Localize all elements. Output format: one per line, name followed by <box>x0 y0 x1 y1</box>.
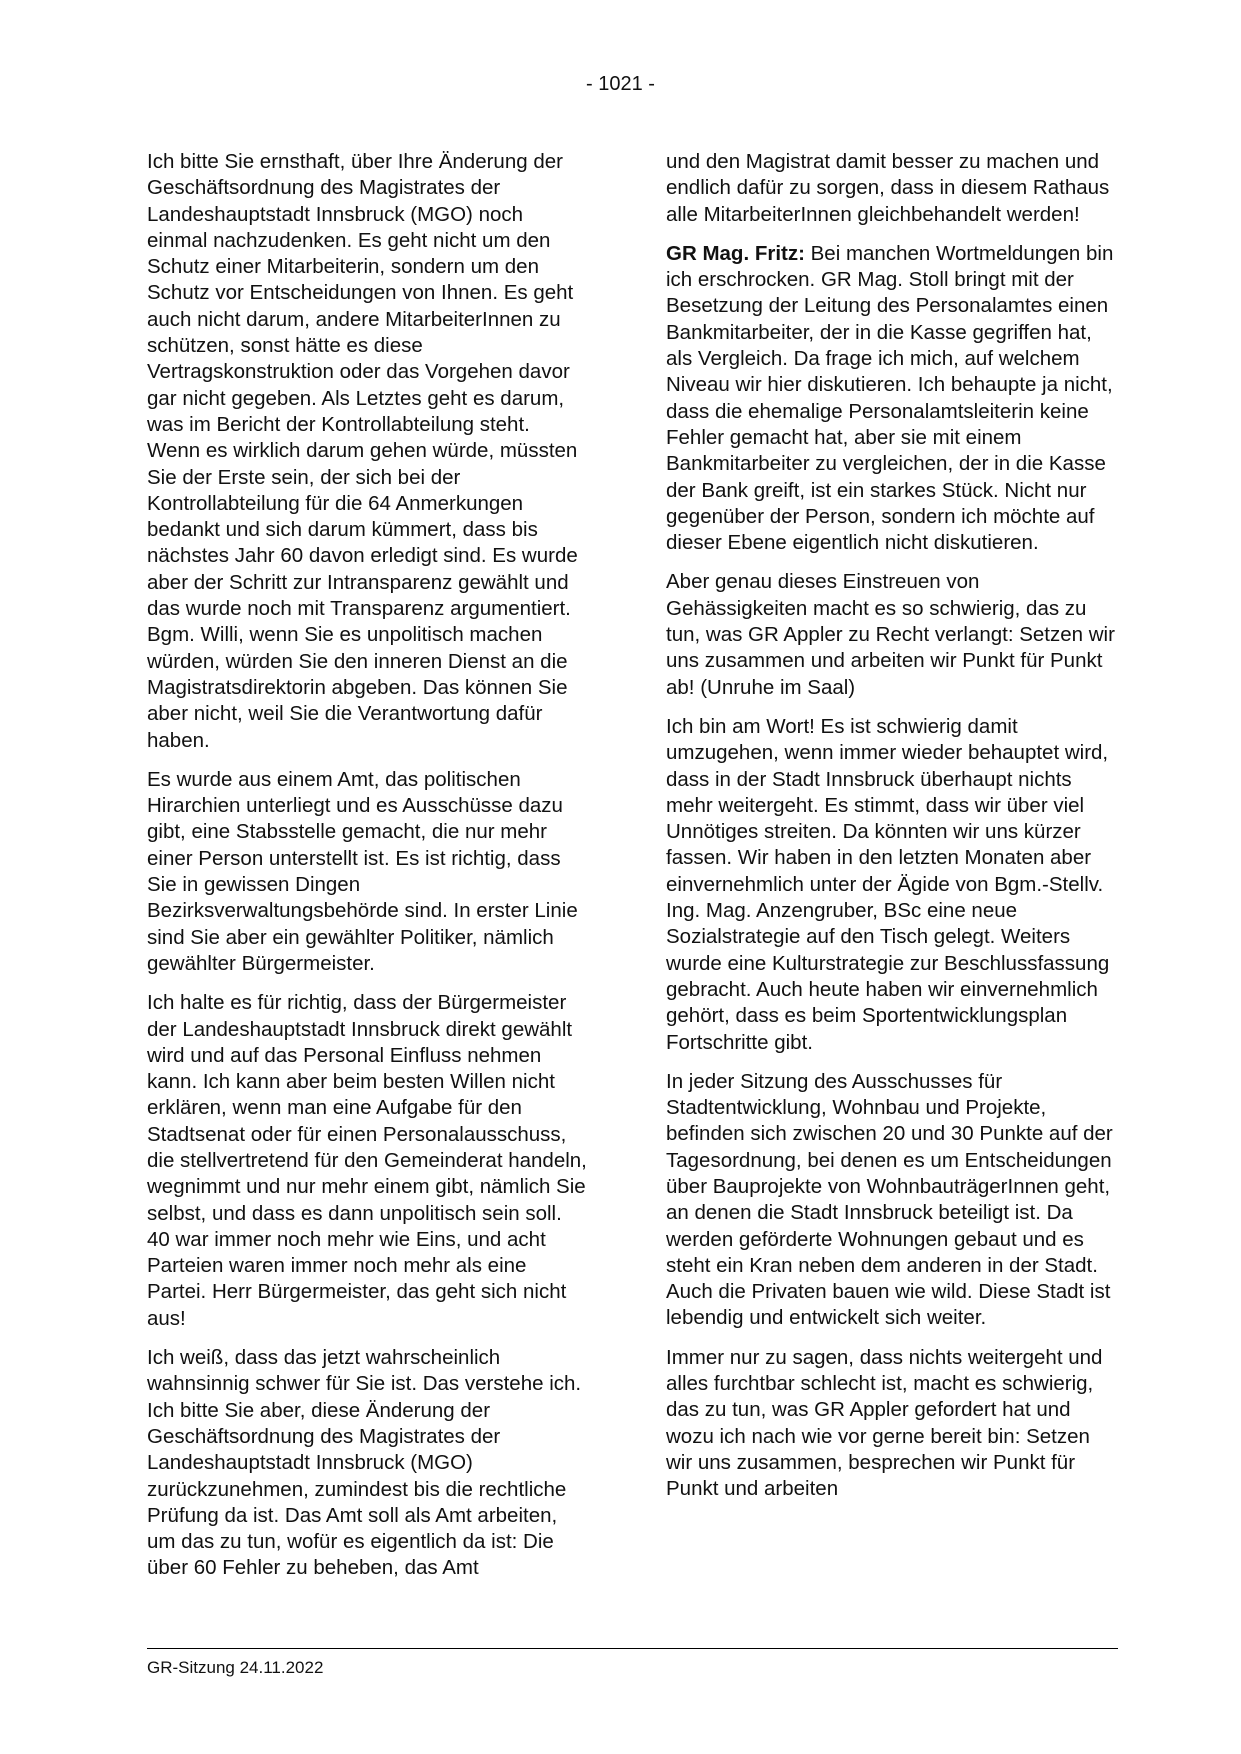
paragraph: Ich weiß, dass das jetzt wahrscheinlich wahnsinnig schwer für Sie ist. Das verstehe ich. Ich bitte Sie aber, diese Änderung der Geschäftsordnung des Magistrates der Landeshauptstadt Innsbruck (MGO) zurückzunehmen, zumindest bis die rechtliche Prüfung da ist. Das Amt soll als Amt arbeiten, um das zu tun, wofür es eigentlich da ist: Die über 60 Fehler zu beheben, das Amt <box>147 1346 582 1580</box>
paragraph: Immer nur zu sagen, dass nichts weitergeht und alles furchtbar schlecht ist, macht es schwierig, das zu tun, was GR Appler gefordert hat und wozu ich nach wie vor gerne bereit bin: Setzen wir uns zusammen, besprechen wir Punkt für Punkt und arbeiten <box>666 1345 1103 1501</box>
speaker-text: Bei manchen Wortmeldungen bin ich erschrocken. GR Mag. Stoll bringt mit der Besetzung der Leitung des Personalamtes einen Bankmitarbeiter, der in die Kasse gegriffen hat, als Vergleich. Da frage ich mich, auf welchem Niveau wir hier diskutieren. Ich behaupte ja nicht, dass die ehemalige Personalamtsleiterin keine Fehler gemacht hat, aber sie mit einem Bankmitarbeiter zu vergleichen, der in die Kasse der Bank greift, ist ein starkes Stück. Nicht nur gegenüber der Person, sondern ich möchte auf dieser Ebene eigentlich nicht diskutieren. <box>666 241 1114 555</box>
paragraph: Ich bin am Wort! Es ist schwierig damit umzugehen, wenn immer wieder behauptet wird, dass in der Stadt Innsbruck überhaupt nichts mehr weitergeht. Es stimmt, dass wir über viel Unnötiges streiten. Da könnten wir uns kürzer fassen. Wir haben in den letzten Monaten aber einvernehmlich unter der Ägide von Bgm.-Stellv. Ing. Mag. Anzengruber, BSc eine neue Sozialstrategie auf den Tisch gelegt. Weiters wurde eine Kulturstrategie zur Beschlussfassung gebracht. Auch heute haben wir einvernehmlich gehört, dass es beim Sportentwicklungsplan Fortschritte gibt. <box>666 714 1110 1054</box>
paragraph: Es wurde aus einem Amt, das politischen Hirarchien unterliegt und es Ausschüsse dazu gibt, eine Stabsstelle gemacht, die nur mehr einer Person unterstellt ist. Es ist richtig, dass Sie in gewissen Dingen Bezirksverwaltungsbehörde sind. In erster Linie sind Sie aber ein gewählter Politiker, nämlich gewählter Bürgermeister. <box>147 767 578 975</box>
page-number: - 1021 - <box>586 73 655 95</box>
speaker-name: GR Mag. Fritz: <box>666 241 805 265</box>
paragraph: In jeder Sitzung des Ausschusses für Stadtentwicklung, Wohnbau und Projekte, befinden sich zwischen 20 und 30 Punkte auf der Tagesordnung, bei denen es um Entscheidungen über Bauprojekte von WohnbauträgerInnen geht, an denen die Stadt Innsbruck beteiligt ist. Da werden geförderte Wohnungen gebaut und es steht ein Kran neben dem anderen in der Stadt. Auch die Privaten bauen wie wild. Diese Stadt ist lebendig und entwickelt sich weiter. <box>666 1069 1113 1330</box>
speaker-paragraph <box>666 241 1118 557</box>
right-column <box>666 149 1118 1516</box>
paragraph: Ich bitte Sie ernsthaft, über Ihre Änderung der Geschäftsordnung des Magistrates der Landeshauptstadt Innsbruck (MGO) noch einmal nachzudenken. Es geht nicht um den Schutz einer Mitarbeiterin, sondern um den Schutz vor Entscheidungen von Ihnen. Es geht auch nicht darum, andere MitarbeiterInnen zu schützen, sonst hätte es diese Vertragskonstruktion oder das Vorgehen davor gar nicht gegeben. Als Letztes geht es darum, was im Bericht der Kontrollabteilung steht. Wenn es wirklich darum gehen würde, müssten Sie der Erste sein, der sich bei der Kontrollabteilung für die 64 Anmerkungen bedankt und sich darum kümmert, dass bis nächstes Jahr 60 davon erledigt sind. Es wurde aber der Schritt zur Intransparenz gewählt und das wurde noch mit Transparenz argumentiert. Bgm. Willi, wenn Sie es unpolitisch machen würden, würden Sie den inneren Dienst an die Magistratsdirektorin abgeben. Das können Sie aber nicht, weil Sie die Verantwortung dafür haben. <box>147 150 578 752</box>
footer-text: GR-Sitzung 24.11.2022 <box>147 1658 324 1677</box>
paragraph: und den Magistrat damit besser zu machen und endlich dafür zu sorgen, dass in diesem Rathaus alle MitarbeiterInnen gleichbehandelt werden! <box>666 150 1110 226</box>
paragraph: Ich halte es für richtig, dass der Bürgermeister der Landeshauptstadt Innsbruck direkt gewählt wird und auf das Personal Einfluss nehmen kann. Ich kann aber beim besten Willen nicht erklären, wenn man eine Aufgabe für den Stadtsenat oder für einen Personalausschuss, die stellvertretend für den Gemeinderat handeln, wegnimmt und nur mehr einem gibt, nämlich Sie selbst, und dass es dann unpolitisch sein soll. 40 war immer noch mehr wie Eins, und acht Parteien waren immer noch mehr als eine Partei. Herr Bürgermeister, das geht sich nicht aus! <box>147 991 587 1330</box>
footer-divider <box>147 1648 1118 1649</box>
paragraph: Aber genau dieses Einstreuen von Gehässigkeiten macht es so schwierig, das zu tun, was GR Appler zu Recht verlangt: Setzen wir uns zusammen und arbeiten wir Punkt für Punkt ab! (Unruhe im Saal) <box>666 570 1115 699</box>
left-column <box>147 149 587 1595</box>
